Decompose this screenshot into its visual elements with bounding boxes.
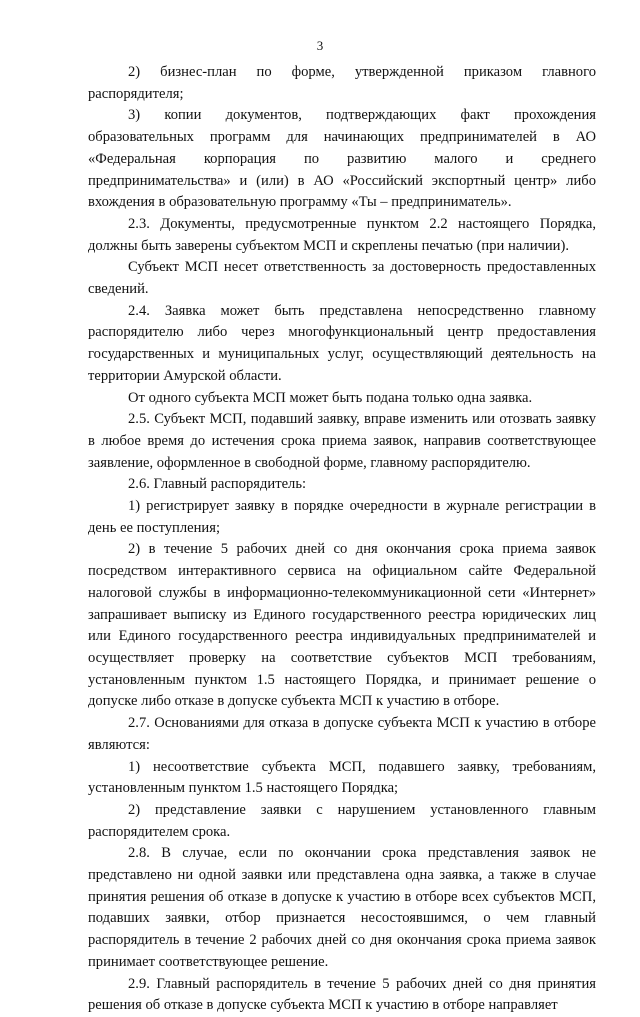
paragraph-2-7: 2.7. Основаниями для отказа в допуске субъекта МСП к участию в отборе являются: (88, 715, 596, 753)
paragraph-2-7-item-1: 1) несоответствие субъекта МСП, подавшего заявку, требованиям, установленным пунктом 1.5 настоящего Порядка; (88, 758, 596, 797)
paragraph-2-8: 2.8. В случае, если по окончании срока представления заявок не представлено ни одной заявки или представлена одна заявка, а также в случае принятия решения об отказе в допуске к участию в отборе всех субъектов МСП, подавших заявки, отбор признается несостоявшимся, о чем главный распорядитель в течение 2 рабочих дней со дня окончания срока приема заявок принимает соответствующее решение. (88, 845, 596, 970)
paragraph-responsibility: Субъект МСП несет ответственность за достоверность предоставленных сведений. (88, 259, 596, 298)
paragraph-business-plan: 2) бизнес-план по форме, утвержденной приказом главного распорядителя; (88, 64, 596, 102)
document-body (88, 62, 596, 1017)
paragraph-2-5: 2.5. Субъект МСП, подавший заявку, вправе изменить или отозвать заявку в любое время до истечения срока приема заявок, направив соответствующее заявление, оформленное в свободной форме, главному распорядителю. (88, 411, 596, 471)
paragraph-2-6-item-1: 1) регистрирует заявку в порядке очередности в журнале регистрации в день ее поступления; (88, 498, 596, 536)
paragraph-2-9: 2.9. Главный распорядитель в течение 5 рабочих дней со дня принятия решения об отказе в допуске субъекта МСП к участию в отборе направляет (88, 975, 596, 1014)
page-number: 3 (316, 38, 324, 53)
paragraph-2-7-item-2: 2) представление заявки с нарушением установленного главным распорядителем срока. (88, 801, 596, 840)
paragraph-2-6: 2.6. Главный распорядитель: (128, 476, 307, 493)
paragraph-2-6-item-2: 2) в течение 5 рабочих дней со дня окончания срока приема заявок посредством интерактивного сервиса на официальном сайте Федеральной налоговой службы в информационно-телекоммуникационной сети «Интернет» запрашивает выписку из Единого государственного реестра юридических лиц или Единого государственного реестра индивидуальных предпринимателей и осуществляет проверку на соответствие субъектов МСП требованиям, установленным пунктом 1.5 настоящего Порядка, и принимает решение о допуске либо отказе в допуске субъекта МСП к участию в отборе. (88, 541, 596, 710)
paragraph-copies-of-documents: 3) копии документов, подтверждающих факт прохождения образовательных программ для начинающих предпринимателей в АО «Федеральная корпорация по развитию малого и среднего предпринимательства» и (или) в АО «Российский экспортный центр» либо вхождения в образовательную программу «Ты – предприниматель». (88, 107, 596, 211)
paragraph-2-4: 2.4. Заявка может быть представлена непосредственно главному распорядителю либо через многофункциональный центр предоставления государственных и муниципальных услуг, осуществляющий деятельность на территории Амурской области. (88, 302, 596, 384)
paragraph-one-application: От одного субъекта МСП может быть подана только одна заявка. (128, 389, 533, 406)
paragraph-2-3: 2.3. Документы, предусмотренные пунктом 2.2 настоящего Порядка, должны быть заверены субъектом МСП и скреплены печатью (при наличии). (88, 215, 596, 254)
